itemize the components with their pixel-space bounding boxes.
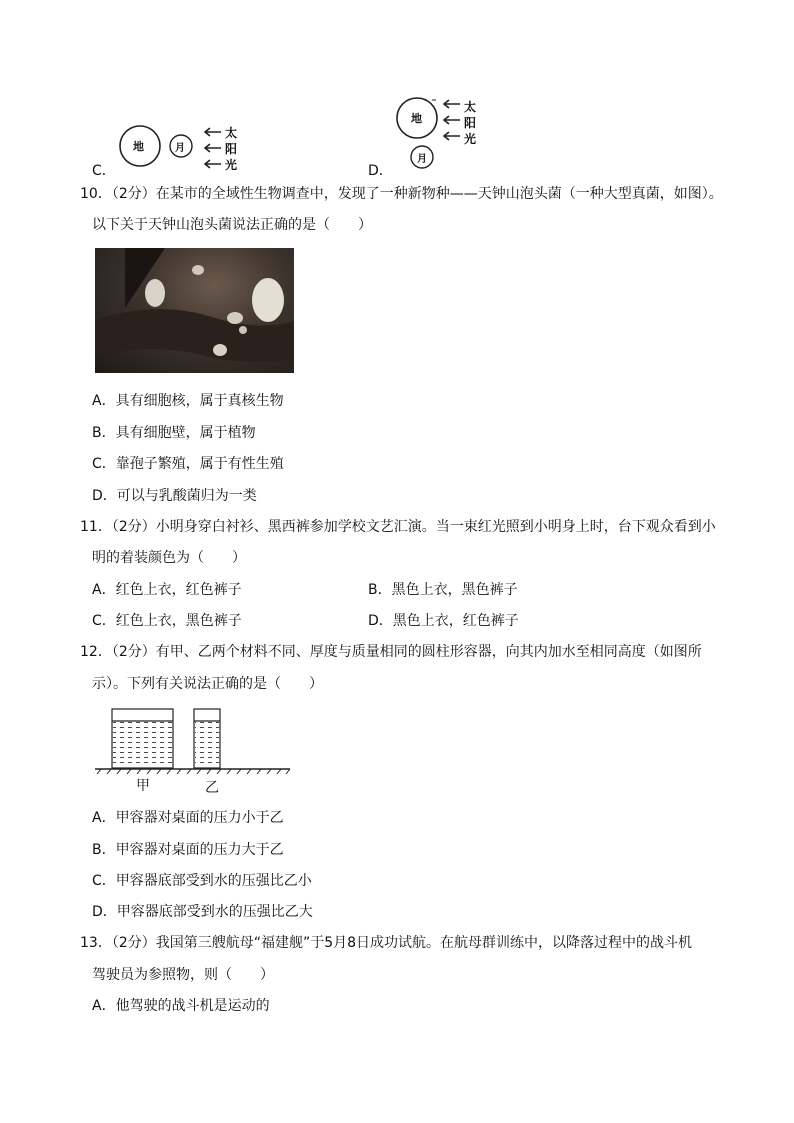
fungus-cap	[192, 265, 204, 275]
earth-label-c: 地	[133, 140, 144, 153]
q11-option-c: C．红色上衣，黑色裤子	[92, 613, 242, 629]
q11-option-b: B．黑色上衣，黑色裤子	[368, 582, 518, 598]
fungus-cap	[145, 279, 165, 307]
earth-label-d: 地	[411, 112, 422, 125]
q13-option-a: A．他驾驶的战斗机是运动的	[92, 998, 270, 1014]
sun-label-c-1: 太	[225, 126, 238, 140]
q12-option-c: C．甲容器底部受到水的压强比乙小	[92, 873, 312, 889]
option-d-label: D．	[368, 163, 393, 179]
fungus-cap	[227, 312, 243, 324]
q12-stem-line1: 12．（2分）有甲、乙两个材料不同、厚度与质量相同的圆柱形容器，向其内加水至相同高度（如图所	[80, 644, 702, 660]
q12-option-d: D．甲容器底部受到水的压强比乙大	[92, 904, 313, 920]
sun-label-c-2: 阳	[225, 142, 238, 156]
fungus-cap	[213, 344, 227, 356]
label-yi: 乙	[205, 780, 219, 796]
q11-option-d: D．黑色上衣，红色裤子	[368, 613, 519, 629]
q10-option-b: B．具有细胞壁，属于植物	[92, 425, 256, 441]
q10-option-d: D．可以与乳酸菌归为一类	[92, 488, 257, 504]
q11-stem-line2: 明的着装颜色为（ ）	[92, 550, 246, 566]
containers-diagram	[95, 705, 295, 775]
fungus-cap	[239, 326, 247, 334]
q11-option-a: A．红色上衣，红色裤子	[92, 582, 242, 598]
table-hatching	[97, 769, 290, 774]
fungus-illustration	[95, 248, 294, 373]
sun-label-d-1: 太	[464, 100, 477, 114]
fungus-cap	[252, 278, 284, 322]
sun-label-d-2: 阳	[464, 116, 477, 130]
water-yi	[195, 722, 219, 767]
option-c-label: C．	[92, 163, 116, 179]
moon-label-d: 月	[417, 154, 427, 165]
containers-svg	[95, 705, 295, 775]
label-jia: 甲	[136, 778, 150, 794]
q12-option-a: A．甲容器对桌面的压力小于乙	[92, 810, 284, 826]
sun-label-c-3: 光	[225, 158, 238, 172]
q10-option-c: C．靠孢子繁殖，属于有性生殖	[92, 456, 284, 472]
q11-stem-line1: 11．（2分）小明身穿白衬衫、黑西裤参加学校文艺汇演。当一束红光照到小明身上时，台下观众看到小	[80, 519, 716, 535]
sunlight-arrows	[444, 100, 460, 140]
moon-label-c: 月	[175, 143, 185, 154]
q10-stem-line1: 10．（2分）在某市的全域性生物调查中，发现了一种新物种——天钟山泡头菌（一种大型真菌，如图）。	[80, 186, 723, 202]
q13-stem-line1: 13．（2分）我国第三艘航母“福建舰”于5月8日成功试航。在航母群训练中，以降落过程中的战斗机	[80, 935, 693, 951]
q10-stem-line2: 以下关于天钟山泡头菌说法正确的是（ ）	[92, 217, 372, 233]
sun-label-d-3: 光	[464, 132, 477, 146]
q12-stem-line2: 示）。下列有关说法正确的是（ ）	[92, 676, 323, 692]
sunlight-arrows	[205, 128, 221, 168]
water-jia	[113, 722, 172, 767]
q13-stem-line2: 驾驶员为参照物，则（ ）	[92, 967, 274, 983]
fungus-photo	[95, 248, 294, 373]
q12-option-b: B．甲容器对桌面的压力大于乙	[92, 842, 284, 858]
q10-option-a: A．具有细胞核，属于真核生物	[92, 393, 284, 409]
